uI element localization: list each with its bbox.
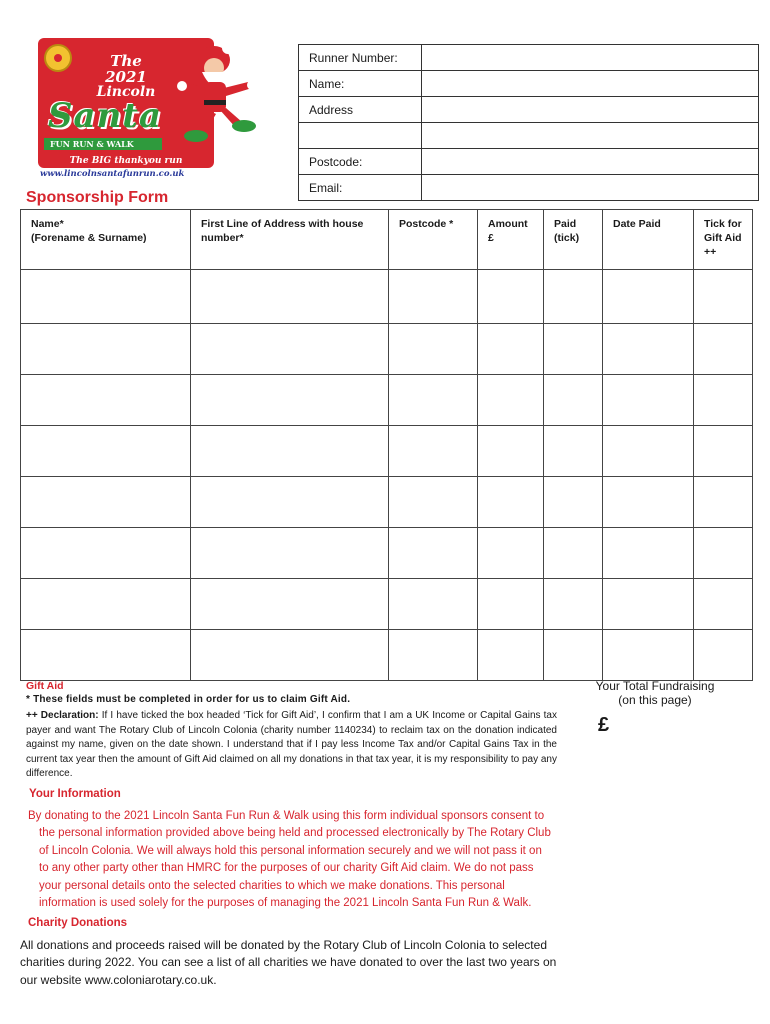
cell-amount[interactable]: [478, 579, 544, 630]
cell-postcode[interactable]: [389, 528, 478, 579]
table-row: [21, 477, 753, 528]
address-field-2[interactable]: [422, 123, 759, 149]
cell-gift-aid[interactable]: [694, 270, 753, 324]
total-fundraising-line1: Your Total Fundraising: [595, 679, 715, 693]
column-header-address: [191, 210, 389, 270]
column-header-gift-aid: [694, 210, 753, 270]
email-label: Email:: [299, 175, 422, 201]
cell-paid[interactable]: [544, 477, 603, 528]
logo-url: www.lincolnsantafunrun.co.uk: [40, 169, 185, 179]
charity-line: All donations and proceeds raised will be donated by the Rotary Club of Lincoln Colonia to selected: [20, 938, 547, 952]
column-header-amount-text: Amount £: [488, 218, 528, 244]
cell-address[interactable]: [191, 477, 389, 528]
logo-banner: FUN RUN & WALK: [44, 138, 162, 150]
cell-gift-aid[interactable]: [694, 375, 753, 426]
column-header-date-paid: [603, 210, 694, 270]
cell-name[interactable]: [21, 375, 191, 426]
declaration-label: ++ Declaration:: [26, 710, 99, 721]
table-row: [21, 324, 753, 375]
your-information-text: [28, 808, 628, 912]
cell-amount[interactable]: [478, 270, 544, 324]
cell-date-paid[interactable]: [603, 477, 694, 528]
name-field[interactable]: [422, 71, 759, 97]
cell-date-paid[interactable]: [603, 579, 694, 630]
column-header-paid: [544, 210, 603, 270]
your-information-line: By donating to the 2021 Lincoln Santa Fun Run & Walk using this form individual sponsors consent to: [28, 810, 545, 822]
sponsorship-table: [20, 209, 753, 681]
cell-paid[interactable]: [544, 375, 603, 426]
postcode-field[interactable]: [422, 149, 759, 175]
logo-santa-wordmark: Santa: [48, 96, 163, 136]
cell-paid[interactable]: [544, 528, 603, 579]
cell-date-paid[interactable]: [603, 324, 694, 375]
cell-name[interactable]: [21, 528, 191, 579]
gift-aid-title: Gift Aid: [26, 680, 64, 692]
charity-line: our website www.coloniarotary.co.uk.: [20, 972, 217, 987]
cell-address[interactable]: [191, 579, 389, 630]
logo-line-city: Lincoln: [96, 84, 156, 100]
cell-address[interactable]: [191, 528, 389, 579]
cell-gift-aid[interactable]: [694, 324, 753, 375]
postcode-label: Postcode:: [299, 149, 422, 175]
cell-paid[interactable]: [544, 426, 603, 477]
cell-paid[interactable]: [544, 579, 603, 630]
your-information-line: to any other party other than HMRC for the purposes of our charity Gift Aid claim. We do not pass: [39, 862, 534, 875]
cell-postcode[interactable]: [389, 270, 478, 324]
cell-paid[interactable]: [544, 324, 603, 375]
table-row: [21, 630, 753, 681]
charity-donations-text: [20, 937, 620, 989]
address-field[interactable]: [422, 97, 759, 123]
cell-date-paid[interactable]: [603, 270, 694, 324]
name-label: Name:: [299, 71, 422, 97]
your-information-line: of Lincoln Colonia. We will always hold this personal information securely and we will not pass it on: [39, 844, 542, 857]
cell-date-paid[interactable]: [603, 375, 694, 426]
cell-name[interactable]: [21, 579, 191, 630]
gift-aid-required-note: * These fields must be completed in order for us to claim Gift Aid.: [26, 694, 351, 705]
cell-gift-aid[interactable]: [694, 477, 753, 528]
cell-amount[interactable]: [478, 477, 544, 528]
your-information-line: the personal information provided above being held and processed electronically by The Rotary Club: [39, 827, 551, 840]
event-logo: [38, 38, 262, 179]
runner-details-box: [298, 44, 759, 201]
total-fundraising-label: [580, 679, 730, 707]
your-information-title: Your Information: [29, 788, 121, 800]
name-row: [299, 71, 759, 97]
cell-name[interactable]: [21, 324, 191, 375]
runner-number-field[interactable]: [422, 45, 759, 71]
email-row: [299, 175, 759, 201]
cell-postcode[interactable]: [389, 375, 478, 426]
total-currency-symbol: £: [598, 714, 610, 736]
cell-amount[interactable]: [478, 375, 544, 426]
cell-gift-aid[interactable]: [694, 426, 753, 477]
cell-gift-aid[interactable]: [694, 528, 753, 579]
email-field[interactable]: [422, 175, 759, 201]
table-row: [21, 426, 753, 477]
declaration-text: If I have ticked the box headed ‘Tick for Gift Aid’, I confirm that I am a UK Income or Capital Gains tax payer and want The Rotary Club of Lincoln Colonia (charity number 1140234) to reclaim tax on the donation indicated against my name, given on the date shown. I understand that if I pay less Income Tax and/or Capital Gains Tax in the current tax year then the amount of Gift Aid claimed on all my donations in that tax year, it is my responsibility to pay any difference.: [26, 710, 557, 779]
your-information-line: your personal details onto the selected charities to which we make donations. This personal: [39, 879, 505, 892]
cell-postcode[interactable]: [389, 477, 478, 528]
running-santa-icon: [166, 38, 262, 150]
runner-number-row: [299, 45, 759, 71]
gift-aid-declaration: [26, 709, 557, 782]
table-row: [21, 528, 753, 579]
sponsorship-table-body: [21, 270, 753, 681]
column-header-postcode: [389, 210, 478, 270]
rotary-wheel-icon: [44, 44, 72, 72]
cell-postcode[interactable]: [389, 630, 478, 681]
charity-line: charities during 2022. You can see a list of all charities we have donated to over the last two years on: [20, 955, 557, 970]
column-header-postcode-text: Postcode *: [399, 218, 454, 230]
cell-gift-aid[interactable]: [694, 579, 753, 630]
cell-paid[interactable]: [544, 270, 603, 324]
cell-name[interactable]: [21, 477, 191, 528]
cell-paid[interactable]: [544, 630, 603, 681]
cell-address[interactable]: [191, 324, 389, 375]
logo-line-year: 2021: [105, 68, 147, 86]
column-header-date-paid-text: Date Paid: [613, 218, 661, 230]
table-row: [21, 375, 753, 426]
cell-name[interactable]: [21, 270, 191, 324]
cell-amount[interactable]: [478, 630, 544, 681]
total-fundraising-line2: (on this page): [618, 693, 692, 707]
cell-address[interactable]: [191, 375, 389, 426]
column-header-address-text: First Line of Address with house number*: [201, 218, 364, 244]
column-header-name: [21, 210, 191, 270]
table-header-row: [21, 210, 753, 270]
cell-postcode[interactable]: [389, 579, 478, 630]
cell-name[interactable]: [21, 630, 191, 681]
charity-donations-title: Charity Donations: [28, 917, 128, 929]
your-information-line: information is used solely for the purposes of managing the 2021 Lincoln Santa Fun Run & Walk.: [39, 897, 532, 910]
cell-amount[interactable]: [478, 528, 544, 579]
column-header-paid-text: Paid (tick): [554, 218, 580, 244]
column-header-amount: [478, 210, 544, 270]
cell-address[interactable]: [191, 426, 389, 477]
cell-date-paid[interactable]: [603, 630, 694, 681]
cell-gift-aid[interactable]: [694, 630, 753, 681]
postcode-row: [299, 149, 759, 175]
address-row: [299, 97, 759, 123]
table-row: [21, 270, 753, 324]
cell-postcode[interactable]: [389, 324, 478, 375]
cell-address[interactable]: [191, 630, 389, 681]
column-header-name-text: Name* (Forename & Surname): [31, 218, 147, 244]
runner-number-label: Runner Number:: [299, 45, 422, 71]
cell-postcode[interactable]: [389, 426, 478, 477]
logo-tagline: The BIG thankyou run: [69, 156, 183, 166]
table-row: [21, 579, 753, 630]
address-row-2: [299, 123, 759, 149]
logo-line-the: The: [110, 52, 142, 70]
column-header-gift-aid-text: Tick for Gift Aid ++: [704, 218, 742, 258]
cell-date-paid[interactable]: [603, 528, 694, 579]
cell-address[interactable]: [191, 270, 389, 324]
cell-amount[interactable]: [478, 426, 544, 477]
address-label-2: [299, 123, 422, 149]
form-title: Sponsorship Form: [26, 189, 169, 206]
cell-name[interactable]: [21, 426, 191, 477]
cell-date-paid[interactable]: [603, 426, 694, 477]
address-label: Address: [299, 97, 422, 123]
cell-amount[interactable]: [478, 324, 544, 375]
